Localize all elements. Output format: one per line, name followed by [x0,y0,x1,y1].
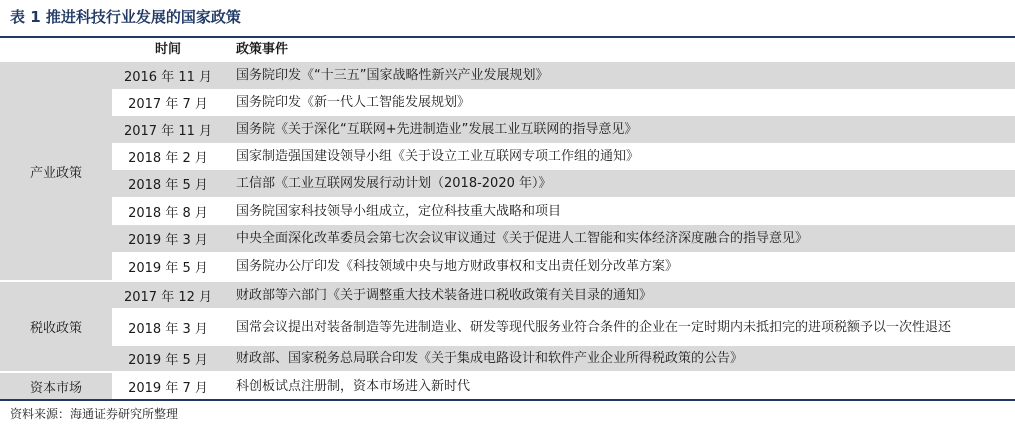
table-row [112,373,1015,399]
row-time: 2018 年 5 月 [128,178,208,193]
row-event: 国务院印发《“十三五”国家战略性新兴产业发展规划》 [236,68,549,83]
row-time: 2017 年 11 月 [123,124,213,139]
row-event: 财政部、国家税务总局联合印发《关于集成电路设计和软件产业企业所得税政策的公告》 [236,351,744,366]
table-row [112,116,1015,143]
row-time: 2016 年 11 月 [123,70,213,85]
table-title: 表 1 推进科技行业发展的国家政策 [10,8,241,26]
row-time: 2019 年 3 月 [128,233,208,248]
row-event: 国务院《关于深化“互联网+先进制造业”发展工业互联网的指导意见》 [236,122,638,137]
group-label-tax-policy: 税收政策 [0,282,112,371]
row-time: 2018 年 8 月 [128,205,208,221]
column-header-time: 时间 [154,42,181,57]
bottom-rule [0,399,1015,401]
table-row [112,225,1015,252]
table-row [112,170,1015,197]
table-row [112,143,1015,170]
row-time: 2017 年 12 月 [123,289,213,305]
row-event: 国务院国家科技领导小组成立，定位科技重大战略和项目 [236,203,562,219]
row-event: 国常会议提出对装备制造等先进制造业、研发等现代服务业符合条件的企业在一定时期内未抵扣完的进项税额予以一次性退还 [236,319,952,335]
table-row [112,197,1015,225]
row-time: 2019 年 5 月 [128,260,208,276]
row-event: 国务院印发《新一代人工智能发展规划》 [236,95,471,110]
group-label-industrial-policy: 产业政策 [0,62,112,280]
row-event: 国务院办公厅印发《科技领域中央与地方财政事权和支出责任划分改革方案》 [236,258,679,274]
table-row [112,89,1015,116]
table-row [112,308,1015,346]
row-time: 2019 年 5 月 [128,353,208,368]
group-label-capital-market: 资本市场 [0,373,112,399]
row-time: 2018 年 3 月 [128,321,208,337]
row-event: 工信部《工业互联网发展行动计划（2018-2020 年）》 [236,176,552,191]
row-time: 2018 年 2 月 [128,151,208,166]
column-header-event: 政策事件 [236,42,289,57]
row-event: 国家制造强国建设领导小组《关于设立工业互联网专项工作组的通知》 [236,149,640,164]
row-event: 财政部等六部门《关于调整重大技术装备进口税收政策有关目录的通知》 [236,287,653,303]
row-event: 中央全面深化改革委员会第七次会议审议通过《关于促进人工智能和实体经济深度融合的指导意见》 [236,231,809,246]
row-event: 科创板试点注册制，资本市场进入新时代 [236,378,471,394]
table-row [112,252,1015,280]
source-note: 资料来源：海通证券研究所整理 [10,407,179,421]
table-row [112,62,1015,89]
table-row [112,282,1015,308]
table-row [112,346,1015,371]
row-time: 2019 年 7 月 [128,380,208,396]
row-time: 2017 年 7 月 [128,97,208,112]
